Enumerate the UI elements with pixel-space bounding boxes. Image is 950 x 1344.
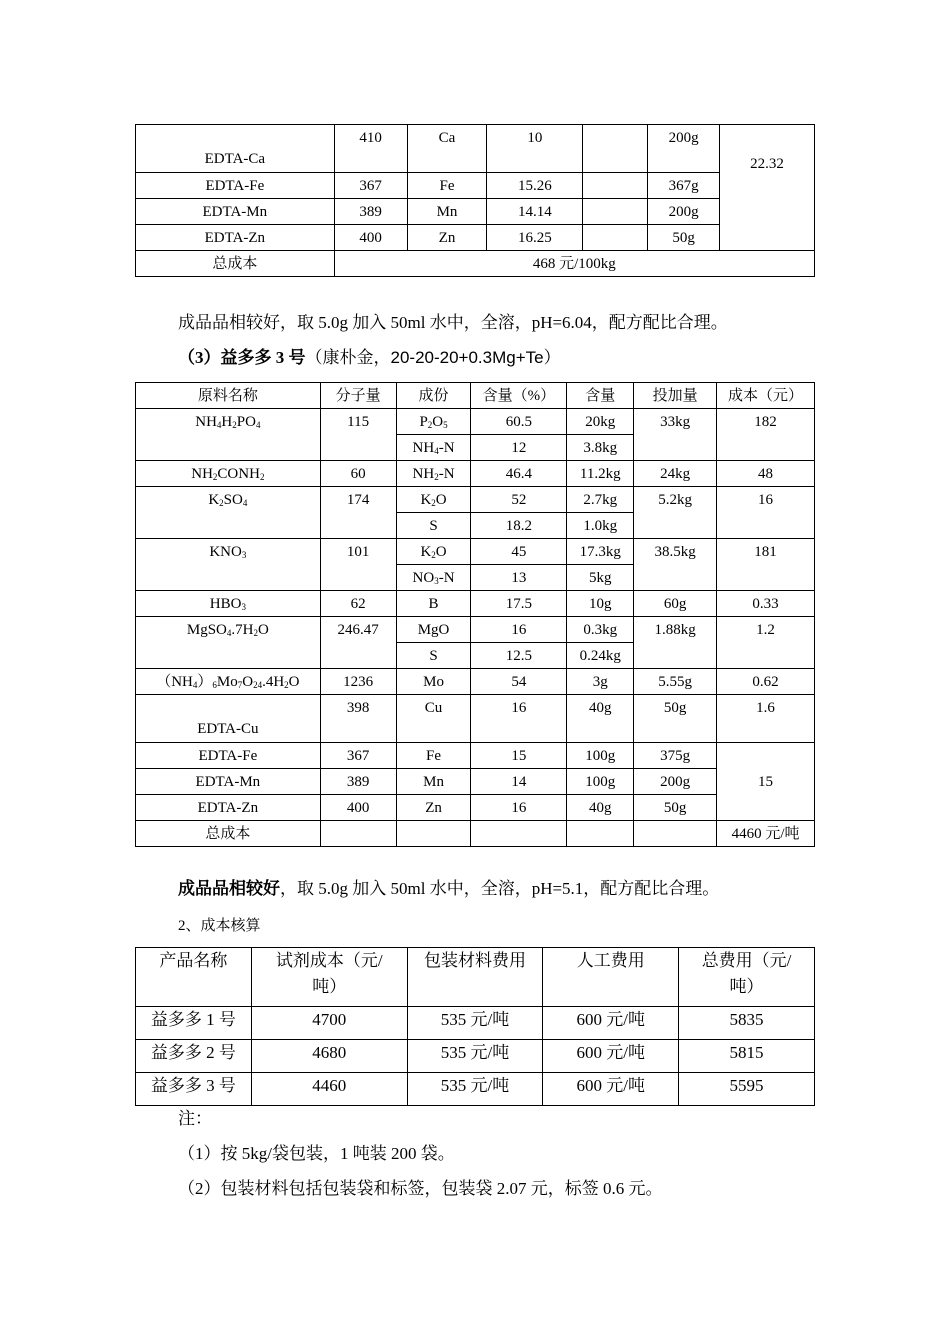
header-reagent-cost: 试剂成本（元/吨）: [251, 948, 407, 1007]
cell-mw: 410: [334, 125, 407, 173]
table-row: [136, 225, 815, 251]
cell-empty: [396, 821, 471, 847]
table-formula-product-3: [135, 382, 815, 847]
cell-name: $K_2SO_4$: [136, 487, 321, 539]
cell-mw: 389: [334, 199, 407, 225]
cell-cost: 182: [717, 409, 815, 461]
cell-packaging: 535 元/吨: [407, 1073, 543, 1106]
cell-name: EDTA-Fe: [136, 173, 335, 199]
total-value: 468 元/100kg: [334, 251, 814, 277]
cell-mw: 367: [334, 173, 407, 199]
cell-content: 1.0kg: [567, 513, 634, 539]
cell-empty: [567, 821, 634, 847]
cell-product: 益多多 2 号: [136, 1040, 252, 1073]
header-content: 含量: [567, 383, 634, 409]
paragraph-result-2: 成品品相较好，取 5.0g 加入 50ml 水中，全溶，pH=6.04，配方配比合理。: [178, 313, 728, 332]
note-item-2: （2）包装材料包括包装袋和标签，包装袋 2.07 元，标签 0.6 元。: [178, 1179, 663, 1198]
paragraph-result-3: [178, 878, 719, 900]
cell-content: 10: [487, 125, 583, 173]
table-row-total: [136, 821, 815, 847]
cell-content: 100g: [567, 743, 634, 769]
cell-labor: 600 元/吨: [543, 1007, 679, 1040]
cell-percent: 54: [471, 669, 567, 695]
cell-component: Mo: [396, 669, 471, 695]
cell-mw: 400: [334, 225, 407, 251]
cell-element: Mn: [407, 199, 487, 225]
cell-component: S: [396, 643, 471, 669]
cell-empty: [583, 199, 648, 225]
cell-content: 16.25: [487, 225, 583, 251]
table-row: [136, 695, 815, 743]
header-component: 成份: [396, 383, 471, 409]
cell-component: $K_2O$: [396, 487, 471, 513]
cell-percent: 16: [471, 795, 567, 821]
header-product: 产品名称: [136, 948, 252, 1007]
cell-percent: 60.5: [471, 409, 567, 435]
table-header-row: [136, 948, 815, 1007]
cell-dosage: 200g: [648, 199, 720, 225]
cell-name: EDTA-Zn: [136, 225, 335, 251]
cell-name: $HBO_3$: [136, 591, 321, 617]
cell-cost: 0.33: [717, 591, 815, 617]
heading-prefix: （3）益多多 3 号: [178, 348, 306, 367]
cell-element: Fe: [407, 173, 487, 199]
cell-name: EDTA-Cu: [136, 695, 321, 743]
cell-cost: 1.6: [717, 695, 815, 743]
result-bold: 成品品相较好: [178, 879, 280, 898]
cell-content: 5kg: [567, 565, 634, 591]
cell-content: 11.2kg: [567, 461, 634, 487]
total-label: 总成本: [136, 821, 321, 847]
table-row: [136, 1073, 815, 1106]
table-row: [136, 487, 815, 513]
cell-cost: 0.62: [717, 669, 815, 695]
cell-dosage: 33kg: [634, 409, 717, 461]
cell-component: Cu: [396, 695, 471, 743]
cell-content: 100g: [567, 769, 634, 795]
cell-content: 10g: [567, 591, 634, 617]
cell-name: $NH_4H_2PO_4$: [136, 409, 321, 461]
cell-empty: [634, 821, 717, 847]
cell-dosage: 50g: [648, 225, 720, 251]
cell-component: Zn: [396, 795, 471, 821]
cell-component: $NH_2-N$: [396, 461, 471, 487]
cell-percent: 46.4: [471, 461, 567, 487]
cell-component: S: [396, 513, 471, 539]
heading-suffix: （康朴金，20-20-20+0.3Mg+Te）: [305, 348, 561, 367]
table-row: [136, 461, 815, 487]
cell-name: $MgSO_4.7H_2O$: [136, 617, 321, 669]
total-value: 4460 元/吨: [717, 821, 815, 847]
header-name: 原料名称: [136, 383, 321, 409]
table-row: [136, 1007, 815, 1040]
cell-total: 5835: [679, 1007, 815, 1040]
cell-labor: 600 元/吨: [543, 1040, 679, 1073]
cell-dosage: 1.88kg: [634, 617, 717, 669]
table-cost-summary: [135, 947, 815, 1106]
cell-content: 17.3kg: [567, 539, 634, 565]
note-label: 注：: [178, 1109, 212, 1128]
header-percent: 含量（%）: [471, 383, 567, 409]
cell-dosage: 367g: [648, 173, 720, 199]
cell-dosage: 200g: [648, 125, 720, 173]
cell-name: EDTA-Ca: [136, 125, 335, 173]
cell-percent: 12.5: [471, 643, 567, 669]
cell-percent: 45: [471, 539, 567, 565]
cell-reagent: 4700: [251, 1007, 407, 1040]
cell-mw: 101: [320, 539, 396, 591]
header-dosage: 投加量: [634, 383, 717, 409]
cell-packaging: 535 元/吨: [407, 1007, 543, 1040]
cell-content: 15.26: [487, 173, 583, 199]
cell-component: $P_2O_5$: [396, 409, 471, 435]
table-row: [136, 125, 815, 173]
cell-content: 0.24kg: [567, 643, 634, 669]
total-label: 总成本: [136, 251, 335, 277]
cell-name: $KNO_3$: [136, 539, 321, 591]
cell-dosage: 5.2kg: [634, 487, 717, 539]
cell-cost: 16: [717, 487, 815, 539]
result-rest: ，取 5.0g 加入 50ml 水中，全溶，pH=5.1，配方配比合理。: [280, 879, 720, 898]
cell-mw: 246.47: [320, 617, 396, 669]
cell-name: EDTA-Fe: [136, 743, 321, 769]
table-row: [136, 199, 815, 225]
cell-mw: 398: [320, 695, 396, 743]
cell-total: 5815: [679, 1040, 815, 1073]
cell-content: 3.8kg: [567, 435, 634, 461]
cell-component: Fe: [396, 743, 471, 769]
cell-reagent: 4460: [251, 1073, 407, 1106]
table-row: [136, 617, 815, 643]
cell-cost: 22.32: [720, 125, 815, 251]
cell-component: B: [396, 591, 471, 617]
cell-dosage: 200g: [634, 769, 717, 795]
table-row: [136, 1040, 815, 1073]
cell-product: 益多多 3 号: [136, 1073, 252, 1106]
header-mw: 分子量: [320, 383, 396, 409]
table-row: [136, 591, 815, 617]
table-row: [136, 539, 815, 565]
cell-component: Mn: [396, 769, 471, 795]
header-cost: 成本（元）: [717, 383, 815, 409]
cell-empty: [320, 821, 396, 847]
cell-dosage: 38.5kg: [634, 539, 717, 591]
cell-dosage: 375g: [634, 743, 717, 769]
cell-content: 14.14: [487, 199, 583, 225]
cell-dosage: 24kg: [634, 461, 717, 487]
cell-cost: 181: [717, 539, 815, 591]
cell-mw: 389: [320, 769, 396, 795]
cell-empty: [583, 173, 648, 199]
cell-percent: 14: [471, 769, 567, 795]
cell-dosage: 60g: [634, 591, 717, 617]
cell-percent: 18.2: [471, 513, 567, 539]
cell-cost: 48: [717, 461, 815, 487]
section-title-cost: 2、成本核算: [178, 918, 261, 934]
table-row: [136, 743, 815, 769]
cell-empty: [471, 821, 567, 847]
table-row-total: [136, 251, 815, 277]
cell-percent: 12: [471, 435, 567, 461]
table-header-row: [136, 383, 815, 409]
cell-mw: 174: [320, 487, 396, 539]
cell-percent: 16: [471, 695, 567, 743]
cell-name: $(NH_4)_6Mo_7O_{24}.4H_2O$: [136, 669, 321, 695]
cell-mw: 1236: [320, 669, 396, 695]
cell-dosage: 50g: [634, 795, 717, 821]
section-heading-product-3: [178, 347, 561, 369]
cell-element: Zn: [407, 225, 487, 251]
cell-content: 3g: [567, 669, 634, 695]
cell-cost: 15: [717, 743, 815, 821]
cell-percent: 52: [471, 487, 567, 513]
cell-name: EDTA-Zn: [136, 795, 321, 821]
cell-dosage: 5.55g: [634, 669, 717, 695]
cell-mw: 60: [320, 461, 396, 487]
table-row: [136, 669, 815, 695]
cell-component: $K_2O$: [396, 539, 471, 565]
cell-empty: [583, 225, 648, 251]
cell-name: EDTA-Mn: [136, 199, 335, 225]
cell-product: 益多多 1 号: [136, 1007, 252, 1040]
cell-content: 40g: [567, 695, 634, 743]
note-item-1: （1）按 5kg/袋包装，1 吨装 200 袋。: [178, 1144, 455, 1163]
cell-component: MgO: [396, 617, 471, 643]
header-labor: 人工费用: [543, 948, 679, 1007]
cell-empty: [583, 125, 648, 173]
cell-packaging: 535 元/吨: [407, 1040, 543, 1073]
cell-mw: 367: [320, 743, 396, 769]
cell-content: 40g: [567, 795, 634, 821]
cell-dosage: 50g: [634, 695, 717, 743]
cell-content: 20kg: [567, 409, 634, 435]
cell-mw: 400: [320, 795, 396, 821]
cell-cost: 1.2: [717, 617, 815, 669]
cell-percent: 15: [471, 743, 567, 769]
cell-mw: 115: [320, 409, 396, 461]
cell-component: $NH_4-N$: [396, 435, 471, 461]
cell-reagent: 4680: [251, 1040, 407, 1073]
cell-element: Ca: [407, 125, 487, 173]
cell-mw: 62: [320, 591, 396, 617]
cell-labor: 600 元/吨: [543, 1073, 679, 1106]
cell-content: 2.7kg: [567, 487, 634, 513]
table-row: [136, 795, 815, 821]
cell-total: 5595: [679, 1073, 815, 1106]
cell-name: $NH_2CONH_2$: [136, 461, 321, 487]
table-micronutrient-continuation: [135, 124, 815, 277]
header-packaging: 包装材料费用: [407, 948, 543, 1007]
cell-component: $NO_3-N$: [396, 565, 471, 591]
header-total: 总费用（元/吨）: [679, 948, 815, 1007]
cell-content: 0.3kg: [567, 617, 634, 643]
table-row: [136, 409, 815, 435]
cell-percent: 13: [471, 565, 567, 591]
cell-name: EDTA-Mn: [136, 769, 321, 795]
cell-percent: 16: [471, 617, 567, 643]
cell-percent: 17.5: [471, 591, 567, 617]
table-row: [136, 173, 815, 199]
table-row: [136, 769, 815, 795]
